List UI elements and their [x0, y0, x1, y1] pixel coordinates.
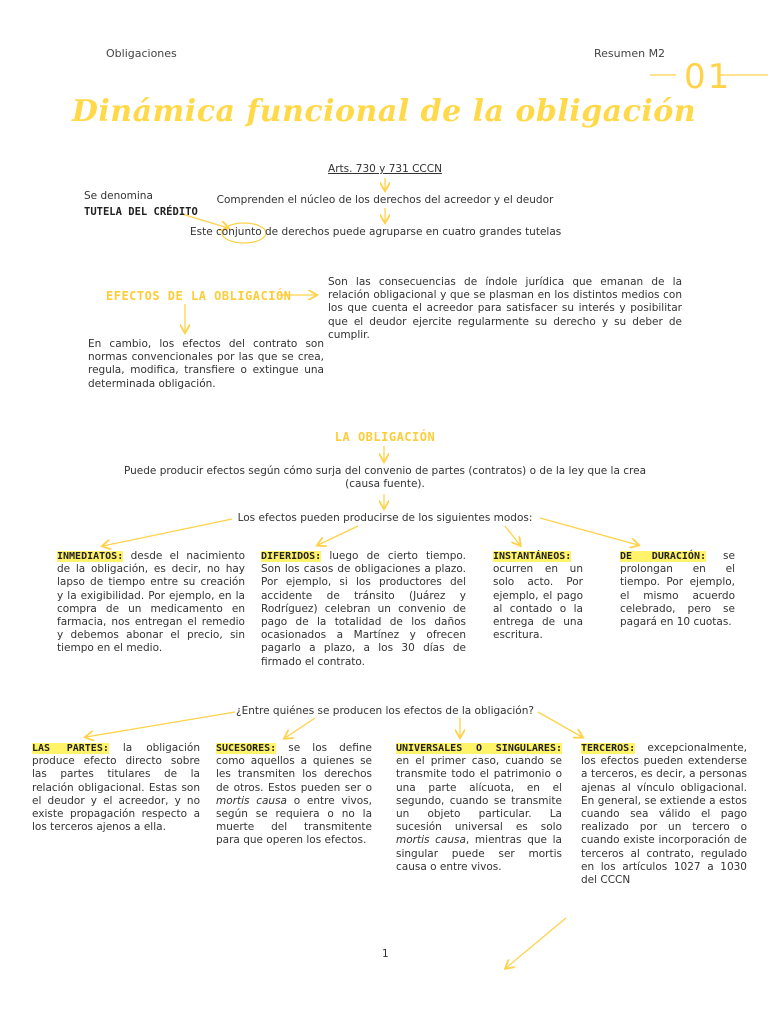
se-denomina-label: Se denomina [84, 190, 153, 202]
tutela-credito-label: TUTELA DEL CRÉDITO [84, 206, 198, 218]
comprenden-text: Comprenden el núcleo de los derechos del acreedor y el deudor [216, 194, 554, 206]
entre-quienes: ¿Entre quiénes se producen los efectos de la obligación? [236, 705, 534, 717]
sujeto-partes: LAS PARTES: la obligación produce efecto directo sobre las partes titulares de la relación obligacional. Estas son el deudor y el acreedor, y no existe propagación respecto a los terceros ajenos a ella. [32, 742, 200, 834]
efectos-heading: EFECTOS DE LA OBLIGACIÓN [106, 289, 292, 303]
sujeto-label: TERCEROS: [581, 743, 636, 754]
page-number: 1 [382, 948, 389, 960]
sujeto-sucesores: SUCESORES: se los define como aquellos a quienes se les transmiten los derechos de otros. Estos pueden ser o mortis causa o entre vivos, según se requiera o no la muerte del transmitente para que operen los efectos. [216, 742, 372, 847]
modo-label: DE DURACIÓN: [620, 551, 706, 562]
sujeto-label: UNIVERSALES O SINGULARES: [396, 743, 562, 754]
modo-label: DIFERIDOS: [261, 551, 322, 562]
header-subject: Obligaciones [106, 47, 177, 60]
page-title: Dinámica funcional de la obligación [71, 94, 697, 129]
sujeto-label: LAS PARTES: [32, 743, 109, 754]
sujeto-terceros: TERCEROS: excepcionalmente, los efectos pueden extenderse a terceros, es decir, a personas ajenas al vínculo obligacional. En general, se extiende a estos cuando sea válido el pago realizado por un tercero o cuando existe incorporación de terceros al contrato, regulado en los artículos 1027 a 1030 del CCCN [581, 742, 747, 887]
obligacion-text: Puede producir efectos según cómo surja del convenio de partes (contratos) o de la ley que la crea (causa fuente). [123, 465, 647, 491]
page-mark: 01 [684, 57, 732, 97]
sujeto-label: SUCESORES: [216, 743, 277, 754]
efectos-contrato: En cambio, los efectos del contrato son normas convencionales por las que se crea, regula, modifica, transfiere o extingue una determinada obligación. [88, 338, 324, 390]
modo-duracion: DE DURACIÓN: se prolongan en el tiempo. Por ejemplo, el mismo acuerdo celebrado, pero se pagará en 10 cuotas. [620, 550, 735, 629]
conjunto-word: conjunto [216, 226, 262, 238]
modo-inmediatos: INMEDIATOS: desde el nacimiento de la obligación, es decir, no hay lapso de tiempo entre su creación y la exigibilidad. Por ejemplo, en la compra de un medicamento en farmacia, nos entregan el remedio y debemos abonar el precio, sin tiempo en el medio. [57, 550, 245, 655]
conjunto-text: Este conjunto de derechos puede agruparse en cuatro grandes tutelas [190, 226, 562, 238]
modo-label: INMEDIATOS: [57, 551, 124, 562]
modo-label: INSTANTÁNEOS: [493, 551, 572, 562]
header-summary: Resumen M2 [594, 47, 666, 60]
modos-intro: Los efectos pueden producirse de los siguientes modos: [237, 512, 533, 524]
articles-reference: Arts. 730 y 731 CCCN [328, 163, 442, 175]
obligacion-heading: LA OBLIGACIÓN [334, 430, 436, 444]
modo-instantaneos: INSTANTÁNEOS: ocurren en un solo acto. Por ejemplo, el pago al contado o la entrega de una escritura. [493, 551, 583, 642]
efectos-definition: Son las consecuencias de índole jurídica que emanan de la relación obligacional y que se plasman en los distintos medios con los que cuenta el acreedor para satisfacer su interés y posibilitar que el deudor ejercite regularmente su derecho y su deber de cumplir. [328, 276, 682, 341]
modo-diferidos: DIFERIDOS: luego de cierto tiempo. Son los casos de obligaciones a plazo. Por ejemplo, si los productores del accidente de tránsito (Juárez y Rodríguez) celebran un convenio de pago de la totalidad de los daños ocasionados a Martínez y ofrecen pagarlo a plazo, a los 30 días de firmado el contrato. [261, 550, 466, 668]
sujeto-universales: UNIVERSALES O SINGULARES: en el primer caso, cuando se transmite todo el patrimonio o una parte alícuota, en el segundo, cuando se transmite un objeto particular. La sucesión universal es solo mortis causa, mientras que la singular puede ser mortis causa o entre vivos. [396, 743, 562, 873]
